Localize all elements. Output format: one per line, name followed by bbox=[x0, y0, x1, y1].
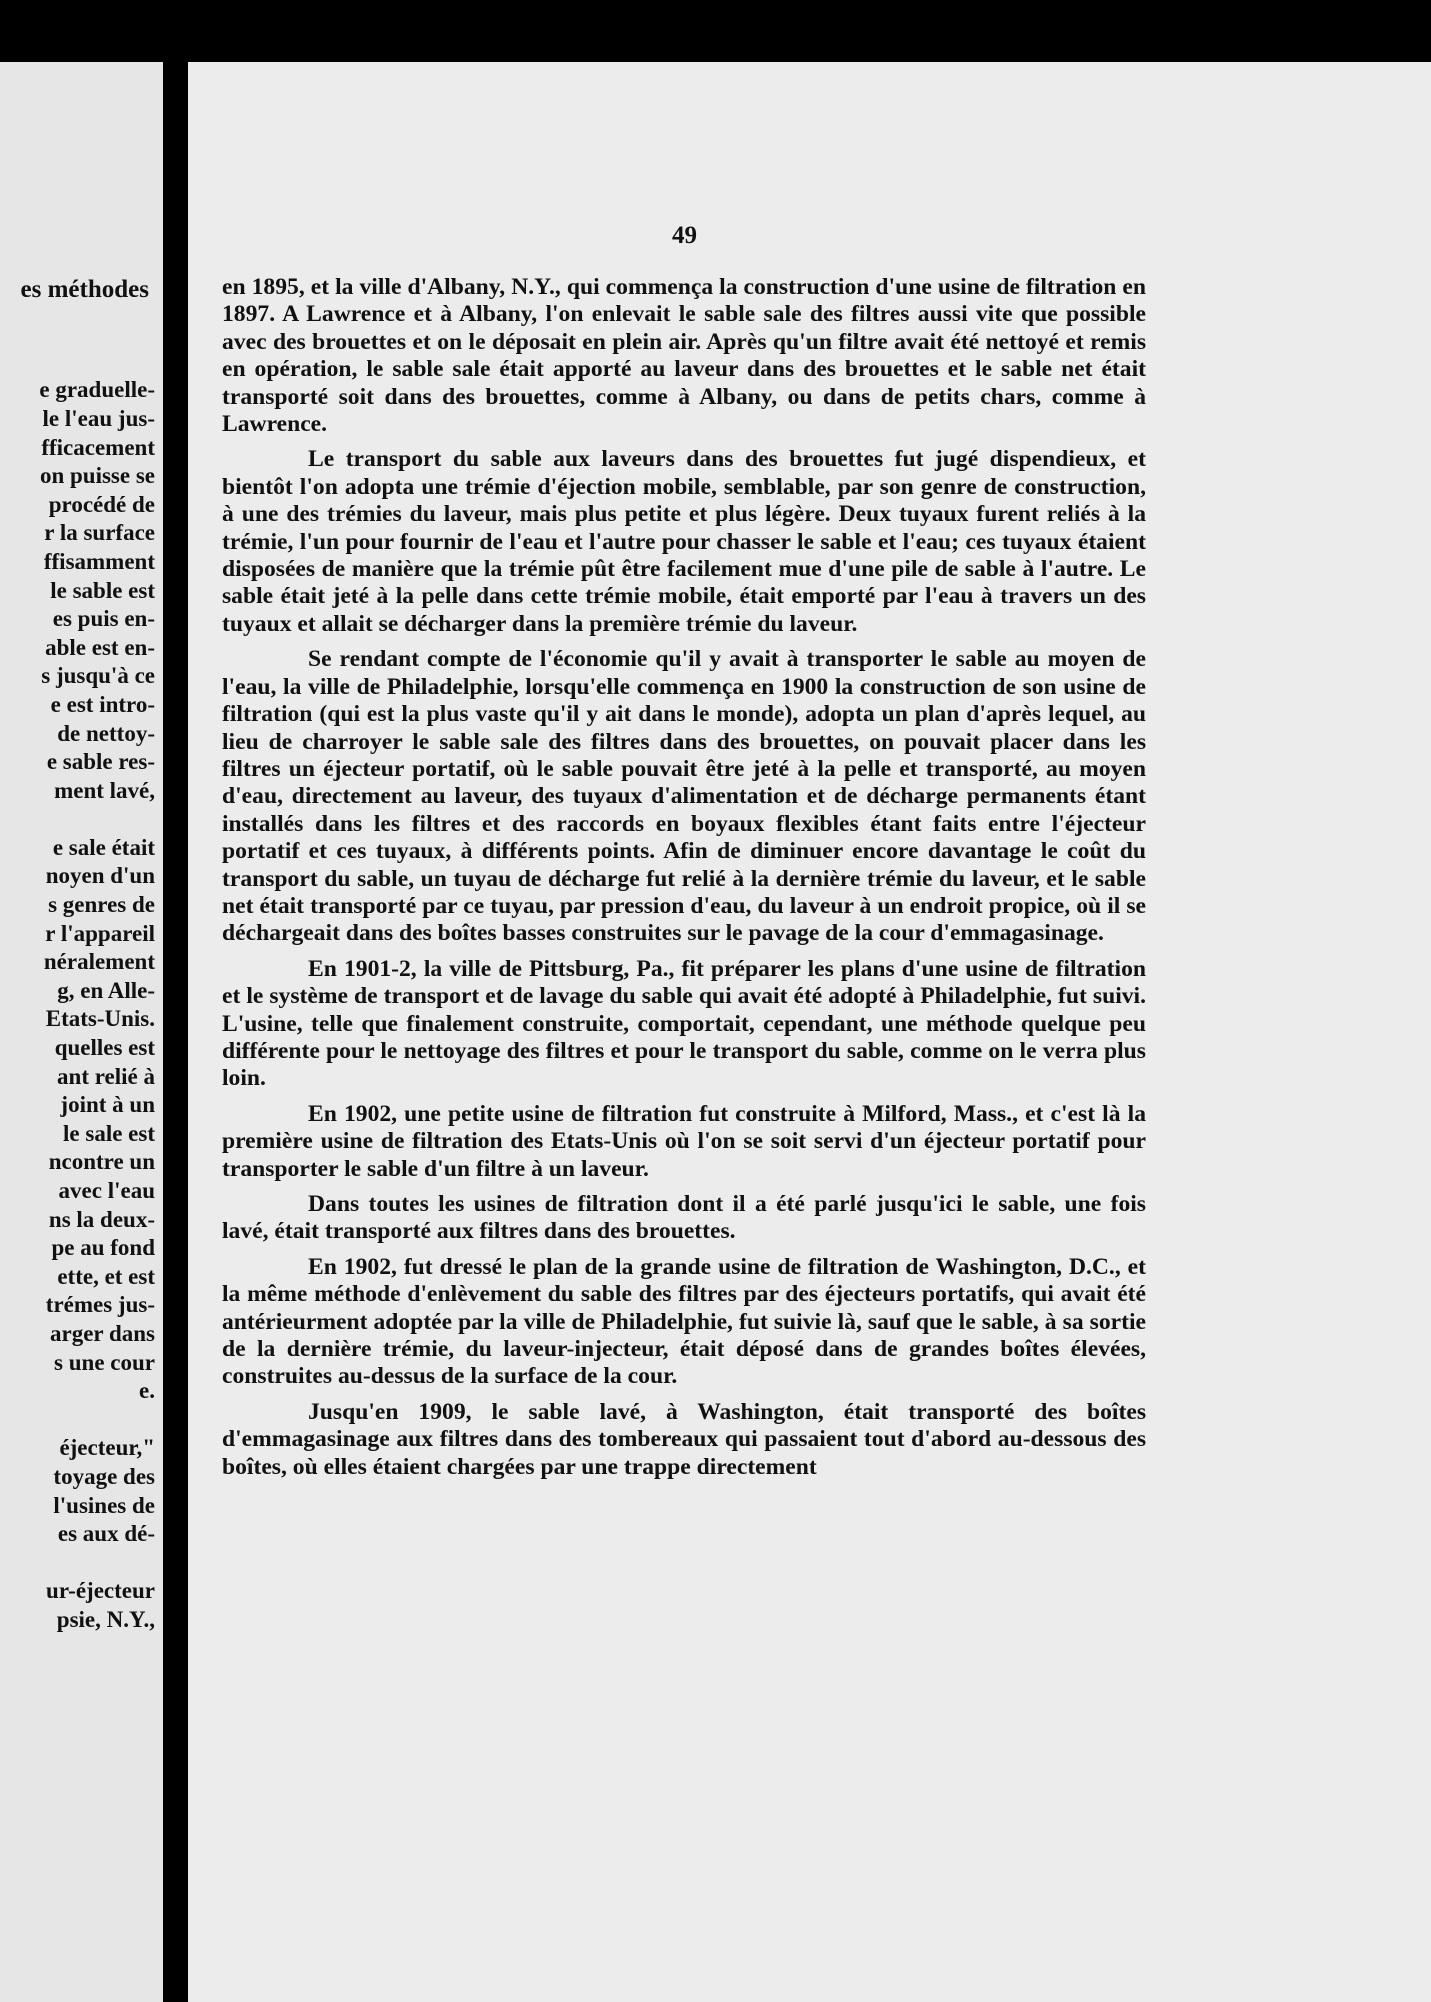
left-page-line: trémes jus- bbox=[45, 1292, 155, 1318]
paragraph: En 1901-2, la ville de Pittsburg, Pa., fit préparer les plans d'une usine de filtration et le système de transport et de lavage du sable qui avait été adopté à Philadelphie, fut suivi. L'usine, telle que finalement construite, comportait, cependant, une méthode quelque peu différente pour le nettoyage des filtres et pour le transport du sable, comme on le verra plus loin. bbox=[222, 955, 1146, 1092]
left-page-line bbox=[0, 319, 155, 348]
left-page-line: pe au fond bbox=[51, 1235, 155, 1261]
left-page-line: le l'eau jus- bbox=[42, 405, 155, 431]
left-page-line: s genres de bbox=[48, 892, 155, 918]
left-page-line: Etats-Unis. bbox=[45, 1006, 155, 1032]
left-page-line: es puis en- bbox=[52, 606, 155, 632]
left-page-line: le sale est bbox=[63, 1120, 155, 1146]
left-page-line: noyen d'un bbox=[45, 863, 155, 889]
left-page-line: g, en Alle- bbox=[57, 977, 155, 1003]
left-page-line: ant relié à bbox=[57, 1063, 155, 1089]
left-page-line: r la surface bbox=[44, 520, 155, 546]
paragraph: Le transport du sable aux laveurs dans des brouettes fut jugé dispendieux, et bientôt l'on adopta une trémie d'éjection mobile, semblable, par son genre de construction, à une des trémies du laveur, mais plus petite et plus légère. Deux tuyaux furent reliés à la trémie, l'un pour fournir de l'eau et l'autre pour chasser le sable et l'eau; ces tuyaux étaient disposées de manière que la trémie pût être facilement mue d'une pile de sable à l'autre. Le sable était jeté à la pelle dans cette trémie mobile, était emporté par l'eau à travers un des tuyaux et allait se décharger dans la première trémie du laveur. bbox=[222, 446, 1146, 637]
left-page-line bbox=[0, 1549, 155, 1578]
left-page-line: r l'appareil bbox=[45, 920, 155, 946]
left-page-line: on puisse se bbox=[39, 463, 155, 489]
page-gutter bbox=[178, 62, 188, 2002]
left-page-line: e graduelle- bbox=[39, 377, 155, 403]
left-page-fragment bbox=[0, 62, 163, 2002]
left-page-line: de nettoy- bbox=[57, 720, 155, 746]
left-page-line: fficacement bbox=[41, 434, 155, 460]
left-page-line: e. bbox=[139, 1378, 155, 1404]
left-page-line: éjecteur," bbox=[59, 1435, 155, 1461]
left-page-line: ette, et est bbox=[57, 1263, 155, 1289]
paragraph: Dans toutes les usines de filtration dont il a été parlé jusqu'ici le sable, une fois lavé, était transporté aux filtres dans des brouettes. bbox=[222, 1191, 1146, 1245]
body-text bbox=[222, 274, 1146, 1489]
paragraph: en 1895, et la ville d'Albany, N.Y., qui commença la construction d'une usine de filtration en 1897. A Lawrence et à Albany, l'on enlevait le sable sale des filtres aussi vite que possible avec des brouettes et on le déposait en plein air. Après qu'un filtre avait été nettoyé et remis en opération, le sable sale était apporté au laveur dans des brouettes et le sable net était transporté soit dans des brouettes, comme à Albany, ou dans de petits chars, comme à Lawrence. bbox=[222, 274, 1146, 438]
paragraph: Jusqu'en 1909, le sable lavé, à Washington, était transporté des boîtes d'emmagasinage aux filtres dans des tombereaux qui passaient tout d'abord au-dessous des boîtes, où elles étaient chargées par une trappe directement bbox=[222, 1398, 1146, 1480]
left-page-line: procédé de bbox=[48, 491, 155, 517]
paragraph: En 1902, une petite usine de filtration fut construite à Milford, Mass., et c'est là la première usine de filtration des Etats-Unis où l'on se soit servi d'un éjecteur portatif pour transporter le sable d'un filtre à un laveur. bbox=[222, 1100, 1146, 1182]
paragraph: En 1902, fut dressé le plan de la grande usine de filtration de Washington, D.C., et la même méthode d'enlèvement du sable des filtres par des éjecteurs portatifs, qui avait été antérieurment adoptée par la ville de Philadelphie, fut suivie là, sauf que le sable, à sa sortie de la dernière trémie, du laveur-injecteur, était déposé dans de grandes boîtes élevées, construites au-dessus de la surface de la cour. bbox=[222, 1253, 1146, 1390]
left-page-line bbox=[0, 1406, 155, 1435]
left-page-line: arger dans bbox=[50, 1320, 155, 1346]
left-page-line: e sable res- bbox=[46, 749, 155, 775]
left-page-line: ment lavé, bbox=[54, 777, 155, 803]
left-page-line: es aux dé- bbox=[57, 1521, 155, 1547]
left-page-heading: es méthodes bbox=[20, 276, 149, 303]
left-page-line: néralement bbox=[43, 949, 155, 975]
left-page-line: le sable est bbox=[50, 577, 155, 603]
left-page-line: psie, N.Y., bbox=[56, 1606, 155, 1632]
left-page-line: ffisamment bbox=[43, 548, 155, 574]
left-page-line: quelles est bbox=[54, 1035, 155, 1061]
left-page-line: avec l'eau bbox=[58, 1178, 155, 1203]
left-page-line: able est en- bbox=[45, 634, 155, 660]
paragraph: Se rendant compte de l'économie qu'il y avait à transporter le sable au moyen de l'eau, la ville de Philadelphie, lorsqu'elle commença en 1900 la construction de son usine de filtration (qui est la plus vaste qu'il y ait dans le monde), adopta un plan d'après lequel, au lieu de charroyer le sable sale des filtres dans des brouettes, on pouvait placer dans les filtres un éjecteur portatif, où le sable pouvait être jeté à la pelle et transporté, au moyen d'eau, directement au laveur, des tuyaux d'alimentation et de décharge permanents étant installés dans les filtres et des raccords en boyaux flexibles étant faits entre l'éjecteur portatif et ces tuyaux, à différents points. Afin de diminuer encore davantage le coût du transport du sable, un tuyau de décharge fut relié à la dernière trémie du laveur, et le sable net était transporté par ce tuyau, par pression d'eau, du laveur à un endroit propice, où il se déchargeait dans des boîtes basses construites sur le pavage de la cour d'emmagasinage. bbox=[222, 646, 1146, 947]
left-page-line: s jusqu'à ce bbox=[41, 663, 155, 689]
left-page-line: l'usines de bbox=[53, 1492, 155, 1518]
left-page-line: joint à un bbox=[60, 1092, 155, 1118]
left-page-line: ncontre un bbox=[48, 1149, 155, 1175]
left-page-line: ns la deux- bbox=[48, 1206, 155, 1232]
page-number: 49 bbox=[672, 222, 697, 249]
left-page-line: e sale était bbox=[52, 834, 155, 860]
left-page-line bbox=[0, 348, 155, 377]
left-page-line: ur-éjecteur bbox=[46, 1578, 155, 1604]
left-page-line: toyage des bbox=[53, 1463, 155, 1489]
left-page-line: s une cour bbox=[54, 1349, 155, 1375]
left-page-line bbox=[0, 805, 155, 834]
left-page-text bbox=[0, 262, 155, 1635]
left-page-line: e est intro- bbox=[50, 691, 155, 717]
